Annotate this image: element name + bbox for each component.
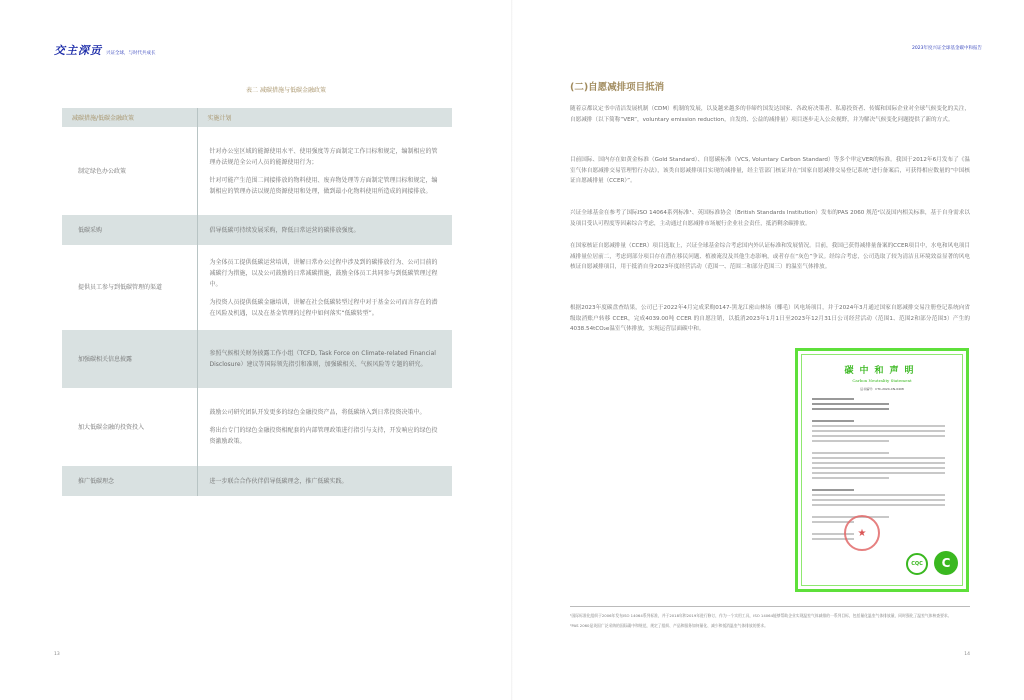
row-measure: 制定绿色办公政策 — [78, 167, 127, 175]
row-plan — [197, 127, 452, 215]
page-number-left: 13 — [54, 652, 60, 657]
row-plan — [197, 388, 452, 466]
certificate-text-line — [812, 489, 854, 491]
certificate-text-line — [812, 504, 945, 506]
table-row — [62, 330, 452, 388]
table-row — [62, 245, 452, 330]
paragraph: 在国家核证自愿减排量（CCER）项目选取上，兴证全球基金综合考虑国内外认证标准和发展情况。目前，我国已获得减排量备案的CCER项目中，水电和风电项目减排量位居前二，考虑到部分项目存在潜在移民问题、植被淹没及其他生态影响，或者存在“灰色”争议。经综合考虑，公司选取了较为清洁且环境效益显著的风电核证自愿减排项目，用于抵消自身2023年度经营活动（范围一、范围二和部分范围三）的温室气体排放。 — [570, 243, 970, 270]
certificate-text-line — [812, 430, 945, 432]
carbon-neutrality-certificate — [795, 348, 969, 592]
paragraph: 随着京都议定书中清洁发展机制（CDM）机制的发展，以及越来越多的非缔约国发达国家、各政府决策者、私募投资者、传媒和国际企业对全球气候变化的关注，自愿减排（以下简称“VER”，voluntary emission reduction，自发的、公益的减排量）项目逐步走入公众视野，并为解决气候变化问题提供了新的方式。 — [570, 106, 970, 123]
row-plan — [197, 330, 452, 388]
section-title: (二)自愿减排项目抵消 — [570, 82, 665, 93]
certificate-text-line — [812, 499, 945, 501]
plan-text: 进一步联合合作伙伴倡导低碳理念，推广低碳实践。 — [209, 477, 348, 485]
table-header-row — [62, 108, 452, 127]
row-measure: 加大低碳金融的投资投入 — [78, 423, 145, 431]
certificate-text-line — [812, 494, 945, 496]
column-header-plan: 实施计划 — [197, 108, 452, 127]
paragraph: 根据2023年度碳盘查结果，公司已于2022年4月完成采购0147-黑龙江密山林场（椰毛）风电场项目，并于2024年3月通过国家自愿减排交易注册登记系统向省级取消账户转移 CCER，完成4039.00吨 CCER 的自愿注销，以抵消2023年1月1日至2023年12月31日公司经营活动（范围1、范围2和部分范围3）产生的4038.54tCO₂e温室气体排放，实现运营层面碳中和。 — [570, 305, 970, 332]
row-measure: 低碳采购 — [62, 215, 197, 245]
footnote-divider — [570, 606, 970, 607]
plan-text: 为全体员工提供低碳运营培训，讲解日常办公过程中涉及到的碳排放行为、公司目前的减碳行为措施，以及公司鼓励的日常减碳措施，鼓励全体员工共同参与到低碳管理过程中。 — [209, 258, 438, 288]
brand-logo: 交主深贡 — [54, 44, 102, 57]
policy-table — [62, 108, 452, 496]
certificate-text-line — [812, 452, 889, 454]
footnote: ¹国际标准化组织于2006年发布ISO 14064系列标准，并于2018年和2019年进行修订，作为一个实用工具，ISO 14064能够帮助企业实现温室气体减排的一系列目标，包括量化温室气体排放量，同时强化了温室气体核查要求。 — [570, 613, 952, 618]
plan-text: 参照气候相关财务披露工作小组（TCFD, Task Force on Climate-related Financial Disclosure）建议等国际领先指引和准则，加强碳相关、气候风险等专题的研究。 — [209, 350, 436, 368]
certificate-text-line — [812, 457, 945, 459]
row-measure: 提供员工参与到低碳管理的渠道 — [78, 284, 163, 291]
certificate-text-line — [812, 420, 854, 422]
row-plan — [197, 466, 452, 496]
row-measure: 加强碳相关信息披露 — [62, 330, 197, 388]
paragraph: 目前国际、国内存在如黄金标准（Gold Standard）、自愿碳标准（VCS, Voluntary Carbon Standard）等多个审定VER的标准。我国于2012年6月发布了《温室气体自愿减排交易管理暂行办法》，该类自愿减排项目实现的减排量，经主管部门核证并在“国家自愿减排交易登记系统”进行备案后，可获得相应数量的“中国核证自愿减排量（CCER）”。 — [570, 157, 970, 184]
brand-slogan: 兴证全球，与时代共成长 — [106, 51, 156, 56]
certificate-subtitle: Carbon Neutrality Statement — [852, 378, 912, 383]
carbon-logo-icon: C — [934, 551, 958, 575]
plan-text: 倡导低碳可持续发展采购，降低日常运营的碳排放强度。 — [209, 226, 360, 234]
certificate-text-line — [812, 398, 854, 400]
certificate-text-line — [812, 403, 889, 405]
paragraph: 兴证全球基金在参考了国际ISO 14064系列标准¹、英国标准协会（British Standards Institution）发布的PAS 2060 规范²以及国内相关标准，基于自身需求以及项目受认可程度等因素综合考虑，主动通过自愿减排市场履行企业社会责任，抵消剩余碳排放。 — [570, 210, 970, 227]
table-row — [62, 127, 452, 215]
page-number-right: 14 — [964, 652, 970, 657]
column-header-measure: 减碳措施/低碳金融政策 — [62, 108, 197, 127]
plan-text: 将出台专门的绿色金融投资相配套的内部管理政策进行指引与支持，开发响应的绿色投资激励政策。 — [209, 427, 438, 445]
plan-text: 鼓励公司研究团队开发更多的绿色金融投资产品，将低碳纳入到日常投资决策中。 — [209, 409, 426, 416]
certificate-text-line — [812, 435, 945, 437]
certificate-text-line — [812, 467, 945, 469]
table-row — [62, 388, 452, 466]
certificate-text-line — [812, 440, 889, 442]
certificate-text-line — [812, 462, 945, 464]
certification-logo-icon: CQC — [906, 553, 928, 575]
certificate-text-line — [812, 472, 945, 474]
certificate-title: 碳中和声明 — [844, 366, 920, 376]
certificate-text-line — [812, 408, 889, 410]
plan-text: 针对办公室区域的能源使用水平、使用强度等方面制定工作目标和规定，编制相应的管理办法规范全公司人员的能源使用行为； — [209, 147, 438, 166]
table-caption: 表二 减碳措施与低碳金融政策 — [246, 87, 326, 94]
row-plan — [197, 245, 452, 330]
plan-text: 针对可能产生范围二间接排放的物料使用、废弃物处理等方面制定管理目标和规定，编制相应的管理办法以规范资源使用和处理，做到最小化物料使用所造成的间接排放。 — [209, 176, 438, 195]
certificate-text-line — [812, 425, 945, 427]
certificate-body — [801, 354, 963, 586]
footnotes — [570, 611, 970, 630]
plan-text: 为投资人员提供低碳金融培训，讲解在社会低碳转型过程中对于基金公司而言存在的潜在风险及机遇，以及在基金管理的过程中如何落实“低碳转型”。 — [209, 298, 438, 317]
table-row — [62, 466, 452, 496]
official-seal-icon: ★ — [844, 515, 880, 551]
brand-header — [54, 42, 156, 58]
row-measure: 推广低碳理念 — [62, 466, 197, 496]
certificate-number: 证书编号：CTC-2024-CN-0408 — [860, 387, 904, 391]
certificate-text-line — [812, 477, 889, 479]
footnote: ²PAS 2060是英国广泛采纳的国际碳中和规范，规定了组织、产品和服务如何量化、减少和抵消温室气体排放的要求。 — [570, 623, 768, 628]
report-title: 2023年度兴证全球基金碳中和报告 — [912, 46, 982, 51]
table-row — [62, 215, 452, 245]
row-plan — [197, 215, 452, 245]
